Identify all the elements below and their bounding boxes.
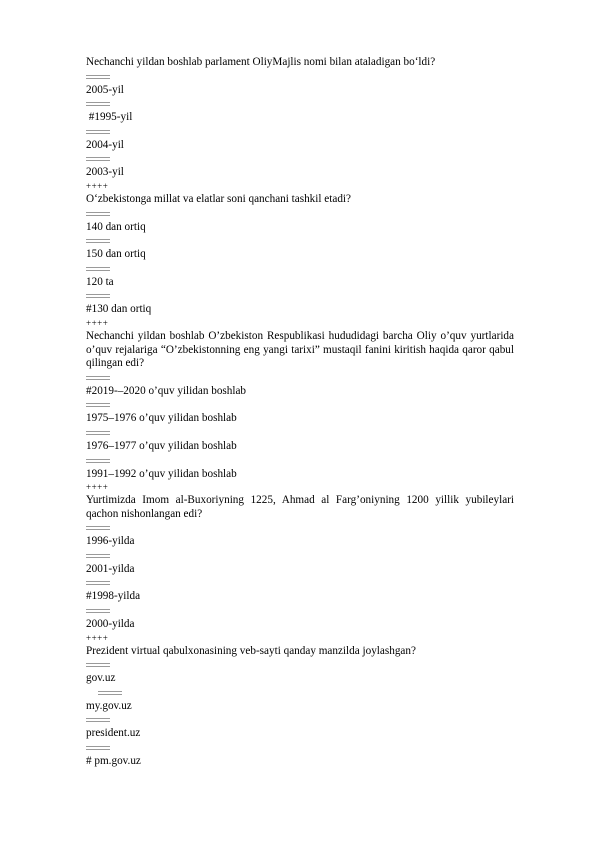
option-separator: [86, 521, 514, 535]
answer-option: 1976–1977 o’quv yilidan boshlab: [86, 439, 237, 452]
answer-option: 2000-yilda: [86, 618, 135, 631]
option-separator: [86, 549, 514, 563]
answer-option: #1995-yil: [86, 111, 133, 124]
block-separator: ++++: [86, 180, 109, 191]
question-block: [86, 56, 514, 193]
question-text: Prezident virtual qabulxonasining veb-sayti qanday manzilda joylashgan?: [86, 644, 416, 657]
option-separator: [86, 658, 514, 672]
answer-option: #2019-–2020 o’quv yilidan boshlab: [86, 384, 247, 397]
question-block: [86, 330, 514, 494]
answer-option: gov.uz: [86, 672, 116, 685]
option-separator: [86, 70, 514, 84]
option-separator: [86, 686, 514, 700]
option-separator: [86, 454, 514, 468]
option-separator: [86, 371, 514, 385]
answer-option: 120 ta: [86, 275, 114, 288]
answer-option: # pm.gov.uz: [86, 755, 141, 768]
question-text: Yurtimizda Imom al-Buxoriyning 1225, Ahmad al Farg’oniyning 1200 yillik yubileylari qachon nishonlangan edi?: [86, 494, 514, 520]
question-text: O‘zbekistonga millat va elatlar soni qanchani tashkil etadi?: [86, 192, 351, 205]
answer-option: my.gov.uz: [86, 699, 132, 712]
answer-option: 2001-yilda: [86, 562, 135, 575]
block-separator: ++++: [86, 482, 109, 493]
answer-option: 2003-yil: [86, 166, 124, 179]
option-separator: [86, 97, 514, 111]
option-separator: [86, 289, 514, 303]
block-separator: ++++: [86, 632, 109, 643]
answer-option: 2004-yil: [86, 138, 124, 151]
question-text: Nechanchi yildan boshlab parlament OliyMajlis nomi bilan ataladigan bo‘ldi?: [86, 56, 436, 68]
option-separator: [86, 234, 514, 248]
option-separator: [86, 604, 514, 618]
option-separator: [86, 576, 514, 590]
option-separator: [86, 125, 514, 139]
question-block: [86, 193, 514, 330]
question-text: Nechanchi yildan boshlab O’zbekiston Respublikasi hududidagi barcha Oliy o’quv yurtlarida o’quv rejalariga “O’zbekistonning eng yangi tarixi” mustaqil fanini kiritish haqida qaror qabul qilingan edi?: [86, 329, 514, 370]
document-page: [86, 56, 514, 769]
answer-option: 1996-yilda: [86, 535, 135, 548]
option-separator: [86, 152, 514, 166]
option-separator: [86, 398, 514, 412]
answer-option: president.uz: [86, 727, 141, 740]
option-separator: [86, 262, 514, 276]
answer-option: 140 dan ortiq: [86, 220, 146, 233]
option-separator: [86, 741, 514, 755]
question-block: [86, 494, 514, 645]
answer-option: #1998-yilda: [86, 590, 141, 603]
option-separator: [86, 207, 514, 221]
answer-option: 2005-yil: [86, 83, 124, 96]
answer-option: 1991–1992 o’quv yilidan boshlab: [86, 467, 237, 480]
option-separator: [86, 426, 514, 440]
answer-option: 150 dan ortiq: [86, 248, 146, 261]
block-separator: ++++: [86, 317, 109, 328]
answer-option: #130 dan ortiq: [86, 303, 152, 316]
answer-option: 1975–1976 o’quv yilidan boshlab: [86, 412, 237, 425]
question-block: [86, 645, 514, 769]
option-separator: [86, 713, 514, 727]
